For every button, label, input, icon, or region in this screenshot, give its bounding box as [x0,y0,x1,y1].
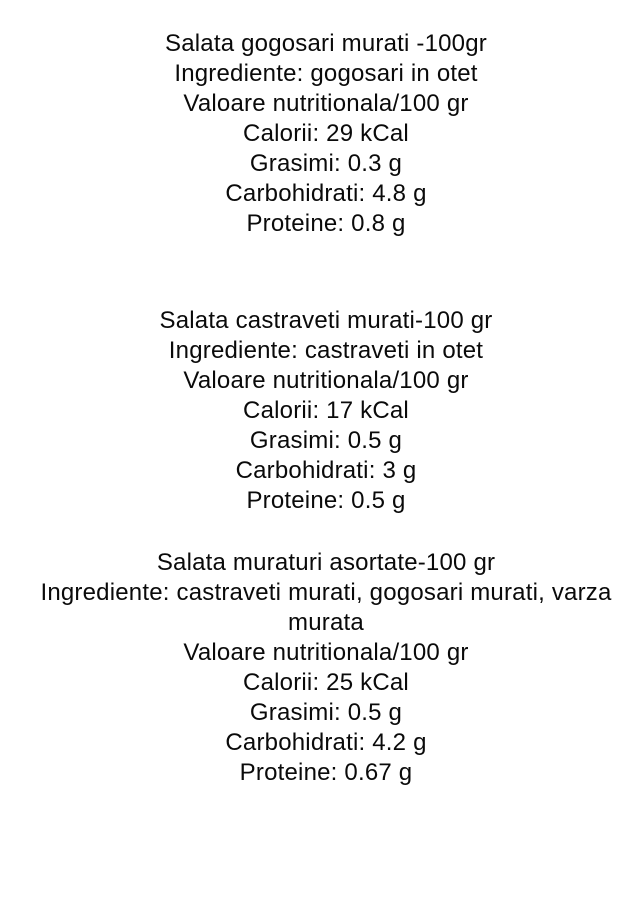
nutrition-header: Valoare nutritionala/100 gr [183,367,469,394]
product-title: Salata gogosari murati -100gr [165,30,487,57]
product-section-gogosari [22,29,630,239]
fat-line: Grasimi: 0.5 g [249,427,403,454]
carbs-line: Carbohidrati: 4.8 g [225,180,427,207]
product-ingredients: Ingrediente: castraveti in otet [168,337,484,364]
carbs-line: Carbohidrati: 3 g [235,457,417,484]
protein-line: Proteine: 0.67 g [239,759,413,786]
product-ingredients: Ingrediente: gogosari in otet [174,60,478,87]
protein-line: Proteine: 0.8 g [246,210,406,237]
product-section-castraveti [22,306,630,516]
protein-line: Proteine: 0.5 g [246,487,406,514]
nutrition-header: Valoare nutritionala/100 gr [183,639,469,666]
calories-line: Calorii: 17 kCal [243,397,409,424]
carbs-line: Carbohidrati: 4.2 g [225,729,427,756]
product-title: Salata muraturi asortate-100 gr [156,549,496,576]
product-section-muraturi-asortate [22,548,630,788]
fat-line: Grasimi: 0.5 g [249,699,403,726]
product-title: Salata castraveti murati-100 gr [159,307,493,334]
fat-line: Grasimi: 0.3 g [249,150,403,177]
calories-line: Calorii: 25 kCal [243,669,409,696]
product-ingredients: Ingrediente: castraveti murati, gogosari murati, varza murata [40,579,612,636]
calories-line: Calorii: 29 kCal [243,120,409,147]
nutrition-header: Valoare nutritionala/100 gr [183,90,469,117]
